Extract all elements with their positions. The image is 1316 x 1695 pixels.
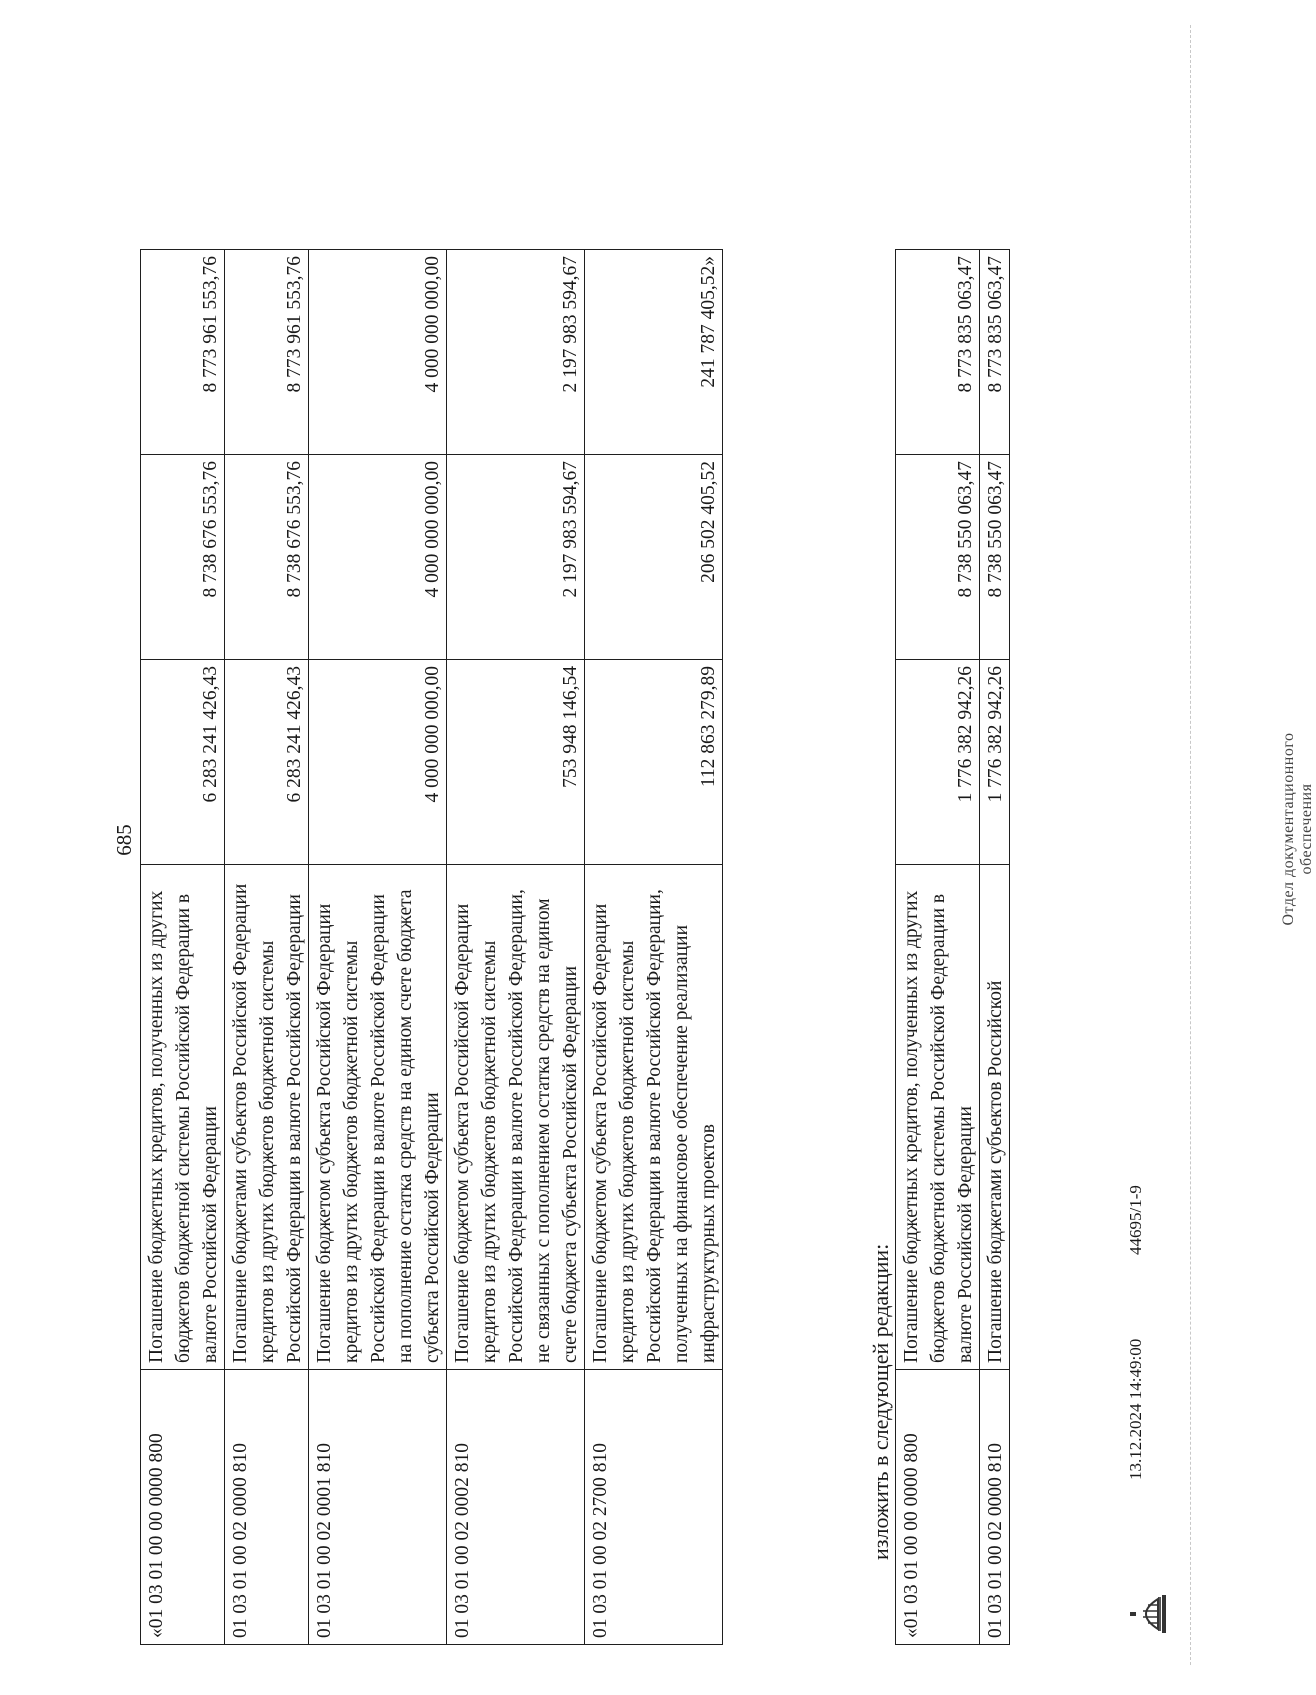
description-cell: Погашение бюджетом субъекта Российской Федерации кредитов из других бюджетов бюджетной системы Российской Федерации в валюте Российской Федерации, полученных на финансовое обеспечение реализации инфраструктурных проектов <box>585 865 723 1370</box>
page-number: 685 <box>112 824 136 856</box>
description-cell: Погашение бюджетами субъектов Российской <box>980 865 1010 1370</box>
budget-code-cell: 01 03 01 00 02 0002 810 <box>447 1370 585 1645</box>
table-row <box>225 250 309 1645</box>
stamp-line-1: Отдел документационного <box>1280 732 1297 926</box>
budget-code-cell: «01 03 01 00 00 0000 800 <box>141 1370 225 1645</box>
amount-year2-cell: 8 738 676 553,76 <box>141 455 225 660</box>
budget-table-new <box>895 249 1010 1645</box>
amount-year1-cell: 112 863 279,89 <box>585 660 723 865</box>
amount-year3-cell: 8 773 961 553,76 <box>225 250 309 455</box>
scan-edge-line <box>1190 25 1191 1665</box>
amount-year2-cell: 8 738 676 553,76 <box>225 455 309 660</box>
amount-year2-cell: 2 197 983 594,67 <box>447 455 585 660</box>
department-stamp <box>1280 699 1316 959</box>
amount-year3-cell: 2 197 983 594,67 <box>447 250 585 455</box>
amount-year1-cell: 6 283 241 426,43 <box>225 660 309 865</box>
table-row <box>585 250 723 1645</box>
amount-year1-cell: 6 283 241 426,43 <box>141 660 225 865</box>
budget-code-cell: «01 03 01 00 00 0000 800 <box>896 1370 980 1645</box>
budget-table-current <box>140 249 723 1645</box>
description-cell: Погашение бюджетом субъекта Российской Федерации кредитов из других бюджетов бюджетной системы Российской Федерации в валюте Российской Федерации на пополнение остатка средств на едином счете бюджета субъекта Российской Федерации <box>309 865 447 1370</box>
description-cell: Погашение бюджетных кредитов, полученных из других бюджетов бюджетной системы Российской Федерации в валюте Российской Федерации <box>896 865 980 1370</box>
amount-year2-cell: 206 502 405,52 <box>585 455 723 660</box>
stamp-line-2: обеспечения <box>1298 783 1315 875</box>
amount-year1-cell: 1 776 382 942,26 <box>896 660 980 865</box>
amendment-instruction: изложить в следующей редакции: <box>868 1243 893 1560</box>
amount-year1-cell: 753 948 146,54 <box>447 660 585 865</box>
amount-year3-cell: 8 773 835 063,47 <box>896 250 980 455</box>
table-row <box>309 250 447 1645</box>
table-row <box>447 250 585 1645</box>
budget-code-cell: 01 03 01 00 02 0001 810 <box>309 1370 447 1645</box>
footer-doc-number: 44695/1-9 <box>1126 1185 1145 1255</box>
amount-year3-cell: 8 773 961 553,76 <box>141 250 225 455</box>
footer-datetime: 13.12.2024 14:49:00 <box>1126 1338 1145 1480</box>
amount-year2-cell: 8 738 550 063,47 <box>896 455 980 660</box>
amount-year1-cell: 1 776 382 942,26 <box>980 660 1010 865</box>
amount-year3-cell: 4 000 000 000,00 <box>309 250 447 455</box>
table-row <box>896 250 980 1645</box>
amount-year3-cell: 8 773 835 063,47 <box>980 250 1010 455</box>
budget-code-cell: 01 03 01 00 02 2700 810 <box>585 1370 723 1645</box>
amount-year3-cell: 241 787 405,52» <box>585 250 723 455</box>
description-cell: Погашение бюджетных кредитов, полученных из других бюджетов бюджетной системы Российской Федерации в валюте Российской Федерации <box>141 865 225 1370</box>
amount-year2-cell: 8 738 550 063,47 <box>980 455 1010 660</box>
budget-code-cell: 01 03 01 00 02 0000 810 <box>225 1370 309 1645</box>
table-row <box>141 250 225 1645</box>
amount-year2-cell: 4 000 000 000,00 <box>309 455 447 660</box>
table-row <box>980 250 1010 1645</box>
amount-year1-cell: 4 000 000 000,00 <box>309 660 447 865</box>
description-cell: Погашение бюджетами субъектов Российской Федерации кредитов из других бюджетов бюджетной системы Российской Федерации в валюте Российской Федерации <box>225 865 309 1370</box>
budget-code-cell: 01 03 01 00 02 0000 810 <box>980 1370 1010 1645</box>
description-cell: Погашение бюджетом субъекта Российской Федерации кредитов из других бюджетов бюджетной системы Российской Федерации в валюте Российской Федерации, не связанных с пополнением остатка средств на едином счете бюджета субъекта Российской Федерации <box>447 865 585 1370</box>
parliament-emblem-icon <box>1128 1591 1172 1637</box>
